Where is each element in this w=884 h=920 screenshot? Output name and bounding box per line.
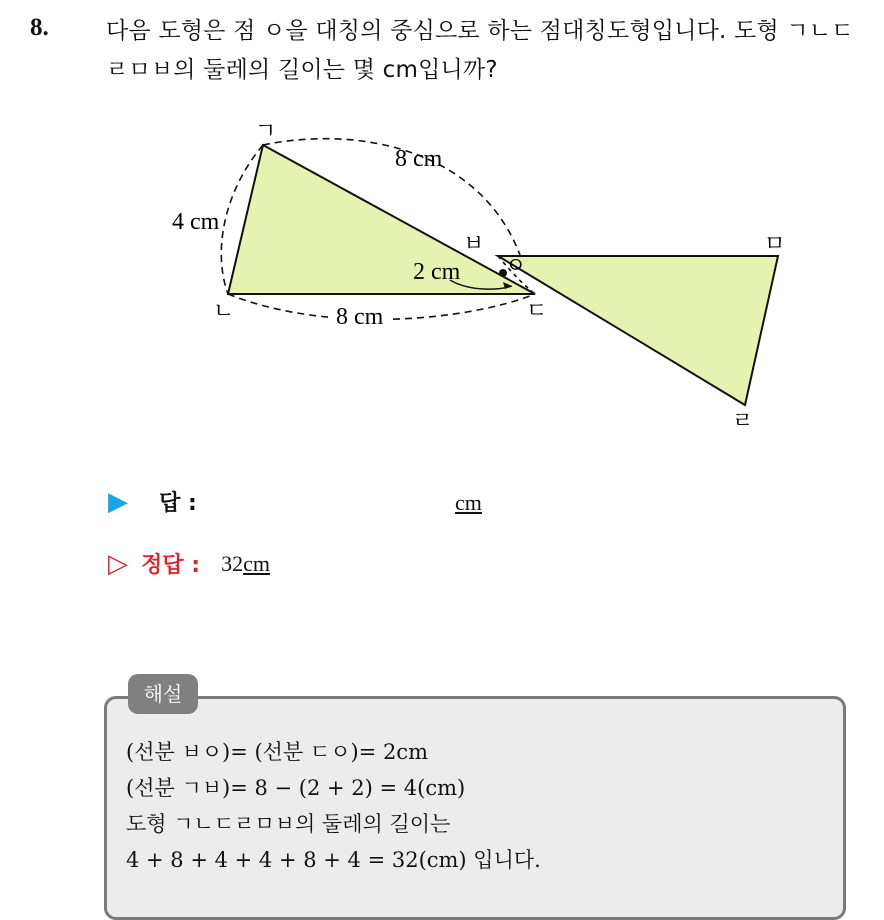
solution-line: (선분 ㄱㅂ)= 8 − (2 + 2) = 4(cm) [126, 776, 466, 800]
solution-line: (선분 ㅂㅇ)= (선분 ㄷㅇ)= 2cm [126, 740, 428, 764]
play-outline-icon: ▷ [108, 548, 128, 579]
point-symmetry-figure [150, 110, 810, 440]
vertex-label-rieul: ㄹ [732, 409, 754, 434]
play-icon: ▶ [108, 486, 128, 517]
correct-answer-unit: cm [243, 550, 271, 576]
vertex-label-mieum: ㅁ [764, 232, 786, 257]
measure-label-center: 2 cm [413, 259, 461, 285]
question-text: 다음 도형은 점 ㅇ을 대칭의 중심으로 하는 점대칭도형입니다. 도형 ㄱㄴㄷㄹㅁㅂ의 둘레의 길이는 몇 cm입니까? [106, 18, 854, 83]
answer-label: 답 : [159, 491, 197, 516]
vertex-label-ieung: ㅇ [505, 254, 527, 279]
correct-answer-value: 32cm [221, 550, 271, 576]
solution-tag: 해설 [128, 674, 198, 714]
vertex-label-digeut: ㄷ [526, 299, 548, 324]
solution-text [126, 734, 541, 878]
correct-answer-label: 정답 : [141, 553, 201, 578]
correct-answer-row [108, 548, 270, 579]
measure-label-left: 4 cm [172, 209, 220, 235]
question-number: 8. [30, 14, 49, 41]
shape-right-triangle [498, 256, 778, 405]
shape-left-triangle [228, 145, 535, 294]
vertex-label-nieun: ㄴ [213, 299, 235, 324]
answer-blank-unit: cm [455, 490, 482, 515]
solution-line: 도형 ㄱㄴㄷㄹㅁㅂ의 둘레의 길이는 [126, 812, 451, 836]
measure-label-top: 8 cm [395, 146, 443, 172]
answer-row [108, 486, 197, 517]
solution-line: 4 + 8 + 4 + 4 + 8 + 4 = 32(cm) 입니다. [126, 848, 541, 872]
vertex-label-bieup: ㅂ [463, 232, 485, 257]
vertex-label-giyeok: ㄱ [255, 119, 277, 144]
measure-label-bottom: 8 cm [336, 304, 384, 330]
